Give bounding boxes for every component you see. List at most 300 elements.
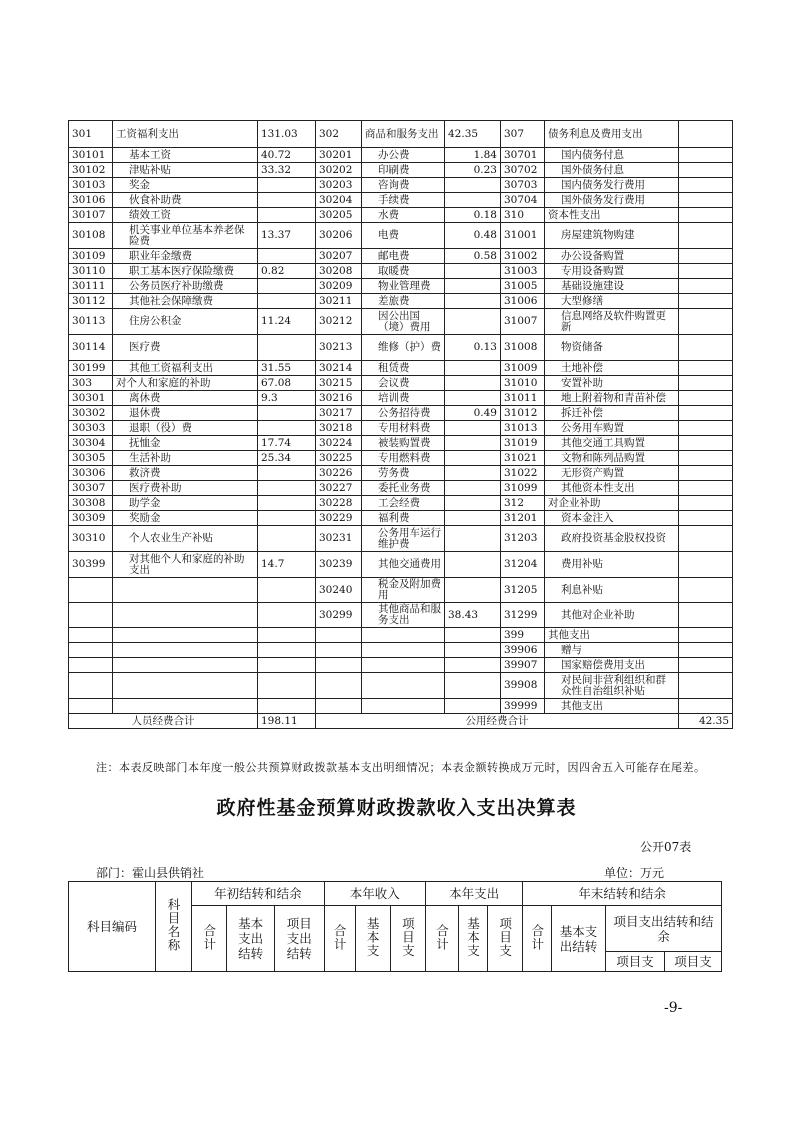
header-year-income: 本年收入 bbox=[324, 882, 425, 906]
department-label: 部门：霍山县供销社 bbox=[96, 866, 205, 880]
amount-cell: 0.18 bbox=[445, 208, 501, 223]
code-cell bbox=[69, 643, 113, 658]
amount-cell bbox=[445, 361, 501, 376]
header-year-expense: 本年支出 bbox=[425, 882, 522, 906]
amount-cell bbox=[679, 148, 733, 163]
item-name-cell: 对企业补助 bbox=[545, 496, 679, 511]
amount-cell bbox=[679, 643, 733, 658]
item-name-cell: 国外债务付息 bbox=[545, 163, 679, 178]
amount-cell bbox=[679, 208, 733, 223]
item-name-cell: 个人农业生产补贴 bbox=[113, 526, 258, 552]
item-name-cell: 物业管理费 bbox=[362, 279, 445, 294]
item-name-cell: 住房公积金 bbox=[113, 309, 258, 335]
item-name-cell: 对其他个人和家庭的补助支出 bbox=[113, 552, 258, 578]
amount-cell bbox=[679, 436, 733, 451]
amount-cell bbox=[679, 223, 733, 249]
amount-cell: 0.82 bbox=[258, 264, 316, 279]
amount-cell bbox=[445, 496, 501, 511]
item-name-cell: 其他对企业补助 bbox=[545, 603, 679, 628]
amount-cell bbox=[679, 406, 733, 421]
code-cell: 301 bbox=[69, 121, 113, 148]
code-cell: 39907 bbox=[501, 658, 545, 673]
code-cell: 30226 bbox=[316, 466, 362, 481]
item-name-cell: 地上附着物和青苗补偿 bbox=[545, 391, 679, 406]
header-begin-balance: 年初结转和结余 bbox=[192, 882, 324, 906]
table-row bbox=[69, 361, 733, 376]
code-cell: 30202 bbox=[316, 163, 362, 178]
item-name-cell: 奖励金 bbox=[113, 511, 258, 526]
amount-cell bbox=[679, 264, 733, 279]
table-row bbox=[69, 309, 733, 335]
code-cell: 31009 bbox=[501, 361, 545, 376]
code-cell: 31021 bbox=[501, 451, 545, 466]
code-cell: 31299 bbox=[501, 603, 545, 628]
item-name-cell: 印刷费 bbox=[362, 163, 445, 178]
item-name-cell: 因公出国（境）费用 bbox=[362, 309, 445, 335]
code-cell: 30310 bbox=[69, 526, 113, 552]
amount-cell bbox=[679, 526, 733, 552]
header-end-total: 合计 bbox=[523, 906, 552, 972]
item-name-cell bbox=[113, 603, 258, 628]
item-name-cell: 大型修缮 bbox=[545, 294, 679, 309]
amount-cell bbox=[445, 699, 501, 714]
item-name-cell: 退休费 bbox=[113, 406, 258, 421]
item-name-cell: 其他资本性支出 bbox=[545, 481, 679, 496]
amount-cell bbox=[258, 578, 316, 603]
code-cell: 312 bbox=[501, 496, 545, 511]
amount-cell: 17.74 bbox=[258, 436, 316, 451]
code-cell: 30113 bbox=[69, 309, 113, 335]
amount-cell bbox=[679, 279, 733, 294]
code-cell: 30102 bbox=[69, 163, 113, 178]
amount-cell bbox=[679, 673, 733, 699]
personnel-total-label: 人员经费合计 bbox=[69, 714, 258, 729]
item-name-cell: 会议费 bbox=[362, 376, 445, 391]
amount-cell bbox=[258, 279, 316, 294]
code-cell: 30204 bbox=[316, 193, 362, 208]
amount-cell bbox=[258, 628, 316, 643]
item-name-cell: 租赁费 bbox=[362, 361, 445, 376]
amount-cell bbox=[258, 466, 316, 481]
code-cell: 30229 bbox=[316, 511, 362, 526]
code-cell: 30308 bbox=[69, 496, 113, 511]
unit-label: 单位：万元 bbox=[604, 866, 665, 880]
item-name-cell: 其他支出 bbox=[545, 628, 679, 643]
item-name-cell: 债务利息及费用支出 bbox=[545, 121, 679, 148]
item-name-cell: 机关事业单位基本养老保险费 bbox=[113, 223, 258, 249]
amount-cell bbox=[679, 699, 733, 714]
code-cell: 30203 bbox=[316, 178, 362, 193]
code-cell: 30114 bbox=[69, 335, 113, 361]
item-name-cell: 职业年金缴费 bbox=[113, 249, 258, 264]
item-name-cell: 国内债务付息 bbox=[545, 148, 679, 163]
code-cell: 39908 bbox=[501, 673, 545, 699]
code-cell bbox=[69, 673, 113, 699]
amount-cell bbox=[679, 496, 733, 511]
amount-cell bbox=[445, 658, 501, 673]
code-cell: 30701 bbox=[501, 148, 545, 163]
item-name-cell: 救济费 bbox=[113, 466, 258, 481]
amount-cell bbox=[258, 643, 316, 658]
amount-cell: 11.24 bbox=[258, 309, 316, 335]
item-name-cell: 利息补贴 bbox=[545, 578, 679, 603]
amount-cell bbox=[445, 673, 501, 699]
item-name-cell: 电费 bbox=[362, 223, 445, 249]
table-row bbox=[69, 552, 733, 578]
header-expense-total: 合计 bbox=[425, 906, 458, 972]
item-name-cell: 咨询费 bbox=[362, 178, 445, 193]
header-expense-project: 项目支 bbox=[488, 906, 523, 972]
amount-cell bbox=[445, 391, 501, 406]
table-row bbox=[69, 208, 733, 223]
item-name-cell bbox=[362, 643, 445, 658]
item-name-cell: 福利费 bbox=[362, 511, 445, 526]
code-cell: 30109 bbox=[69, 249, 113, 264]
code-cell: 30208 bbox=[316, 264, 362, 279]
item-name-cell: 土地补偿 bbox=[545, 361, 679, 376]
code-cell bbox=[316, 643, 362, 658]
item-name-cell: 文物和陈列品购置 bbox=[545, 451, 679, 466]
code-cell: 30399 bbox=[69, 552, 113, 578]
amount-cell bbox=[679, 421, 733, 436]
amount-cell bbox=[258, 208, 316, 223]
code-cell: 30110 bbox=[69, 264, 113, 279]
amount-cell bbox=[679, 466, 733, 481]
item-name-cell: 无形资产购置 bbox=[545, 466, 679, 481]
item-name-cell: 抚恤金 bbox=[113, 436, 258, 451]
header-end-project: 项目支出结转和结余 bbox=[605, 906, 721, 952]
amount-cell bbox=[445, 178, 501, 193]
item-name-cell: 其他支出 bbox=[545, 699, 679, 714]
amount-cell: 67.08 bbox=[258, 376, 316, 391]
code-cell: 31019 bbox=[501, 436, 545, 451]
code-cell: 302 bbox=[316, 121, 362, 148]
item-name-cell: 公务用车运行维护费 bbox=[362, 526, 445, 552]
table-row bbox=[69, 603, 733, 628]
code-cell: 31203 bbox=[501, 526, 545, 552]
item-name-cell: 对个人和家庭的补助 bbox=[113, 376, 258, 391]
amount-cell bbox=[679, 193, 733, 208]
code-cell: 30704 bbox=[501, 193, 545, 208]
amount-cell: 0.13 bbox=[445, 335, 501, 361]
item-name-cell: 安置补助 bbox=[545, 376, 679, 391]
table-row bbox=[69, 178, 733, 193]
item-name-cell: 被装购置费 bbox=[362, 436, 445, 451]
code-cell bbox=[316, 628, 362, 643]
amount-cell bbox=[258, 294, 316, 309]
amount-cell bbox=[258, 699, 316, 714]
table-row bbox=[69, 148, 733, 163]
code-cell: 399 bbox=[501, 628, 545, 643]
header-end-balance: 年末结转和结余 bbox=[523, 882, 722, 906]
table-row bbox=[69, 451, 733, 466]
amount-cell bbox=[445, 451, 501, 466]
amount-cell bbox=[445, 628, 501, 643]
header-subject-name: 科目名称 bbox=[155, 882, 191, 972]
code-cell: 30112 bbox=[69, 294, 113, 309]
page-number: -9- bbox=[664, 1000, 683, 1016]
amount-cell bbox=[679, 376, 733, 391]
table-row bbox=[69, 628, 733, 643]
table-row bbox=[69, 406, 733, 421]
amount-cell bbox=[258, 481, 316, 496]
amount-cell: 9.3 bbox=[258, 391, 316, 406]
amount-cell bbox=[258, 193, 316, 208]
item-name-cell: 税金及附加费用 bbox=[362, 578, 445, 603]
amount-cell bbox=[679, 391, 733, 406]
table-row bbox=[69, 335, 733, 361]
item-name-cell: 奖金 bbox=[113, 178, 258, 193]
amount-cell bbox=[445, 511, 501, 526]
code-cell: 30103 bbox=[69, 178, 113, 193]
amount-cell bbox=[258, 178, 316, 193]
code-cell: 31012 bbox=[501, 406, 545, 421]
amount-cell: 14.7 bbox=[258, 552, 316, 578]
code-cell: 31007 bbox=[501, 309, 545, 335]
item-name-cell: 邮电费 bbox=[362, 249, 445, 264]
code-cell: 30306 bbox=[69, 466, 113, 481]
amount-cell bbox=[258, 335, 316, 361]
amount-cell bbox=[258, 526, 316, 552]
code-cell: 30217 bbox=[316, 406, 362, 421]
table-row bbox=[69, 163, 733, 178]
code-cell: 31001 bbox=[501, 223, 545, 249]
header-subject-code: 科目编码 bbox=[69, 882, 156, 972]
table-row bbox=[69, 279, 733, 294]
item-name-cell: 费用补贴 bbox=[545, 552, 679, 578]
table-row bbox=[69, 466, 733, 481]
table-row bbox=[69, 658, 733, 673]
item-name-cell: 工会经费 bbox=[362, 496, 445, 511]
table-row bbox=[69, 496, 733, 511]
code-cell: 30218 bbox=[316, 421, 362, 436]
table-row bbox=[69, 578, 733, 603]
totals-row bbox=[69, 714, 733, 729]
code-cell: 30216 bbox=[316, 391, 362, 406]
code-cell: 31201 bbox=[501, 511, 545, 526]
table-row bbox=[69, 511, 733, 526]
code-cell: 30231 bbox=[316, 526, 362, 552]
amount-cell bbox=[679, 658, 733, 673]
code-cell: 39999 bbox=[501, 699, 545, 714]
amount-cell bbox=[258, 406, 316, 421]
item-name-cell: 商品和服务支出 bbox=[362, 121, 445, 148]
item-name-cell: 工资福利支出 bbox=[113, 121, 258, 148]
code-cell: 31003 bbox=[501, 264, 545, 279]
item-name-cell: 资本金注入 bbox=[545, 511, 679, 526]
header-end-project-sub-1: 项目支 bbox=[605, 952, 664, 972]
code-cell: 31013 bbox=[501, 421, 545, 436]
item-name-cell: 办公设备购置 bbox=[545, 249, 679, 264]
item-name-cell bbox=[113, 578, 258, 603]
code-cell: 30302 bbox=[69, 406, 113, 421]
table-row bbox=[69, 391, 733, 406]
item-name-cell: 维修（护）费 bbox=[362, 335, 445, 361]
header-income-project: 项目支 bbox=[390, 906, 425, 972]
amount-cell bbox=[679, 578, 733, 603]
table-row bbox=[69, 699, 733, 714]
item-name-cell: 其他交通工具购置 bbox=[545, 436, 679, 451]
item-name-cell: 委托业务费 bbox=[362, 481, 445, 496]
header-begin-basic: 基本支出结转 bbox=[227, 906, 275, 972]
item-name-cell: 办公费 bbox=[362, 148, 445, 163]
header-income-basic: 基本支 bbox=[355, 906, 390, 972]
code-cell: 30213 bbox=[316, 335, 362, 361]
code-cell: 30215 bbox=[316, 376, 362, 391]
amount-cell bbox=[679, 361, 733, 376]
header-end-project-sub-2: 项目支 bbox=[664, 952, 721, 972]
code-cell: 31011 bbox=[501, 391, 545, 406]
code-cell: 30304 bbox=[69, 436, 113, 451]
code-cell: 31006 bbox=[501, 294, 545, 309]
code-cell: 30209 bbox=[316, 279, 362, 294]
header-expense-basic: 基本支 bbox=[459, 906, 488, 972]
item-name-cell: 公务招待费 bbox=[362, 406, 445, 421]
amount-cell: 0.58 bbox=[445, 249, 501, 264]
amount-cell: 42.35 bbox=[445, 121, 501, 148]
table-row bbox=[69, 643, 733, 658]
amount-cell bbox=[258, 249, 316, 264]
amount-cell bbox=[679, 603, 733, 628]
code-cell: 30201 bbox=[316, 148, 362, 163]
code-cell: 31008 bbox=[501, 335, 545, 361]
code-cell bbox=[316, 699, 362, 714]
amount-cell: 33.32 bbox=[258, 163, 316, 178]
item-name-cell: 国家赔偿费用支出 bbox=[545, 658, 679, 673]
item-name-cell: 差旅费 bbox=[362, 294, 445, 309]
code-cell: 30301 bbox=[69, 391, 113, 406]
code-cell bbox=[69, 578, 113, 603]
item-name-cell: 培训费 bbox=[362, 391, 445, 406]
amount-cell bbox=[445, 466, 501, 481]
item-name-cell: 专用燃料费 bbox=[362, 451, 445, 466]
table-row bbox=[69, 376, 733, 391]
item-name-cell: 赠与 bbox=[545, 643, 679, 658]
amount-cell bbox=[445, 279, 501, 294]
amount-cell bbox=[679, 511, 733, 526]
fund-budget-table bbox=[68, 881, 722, 972]
code-cell: 31099 bbox=[501, 481, 545, 496]
item-name-cell: 助学金 bbox=[113, 496, 258, 511]
item-name-cell: 绩效工资 bbox=[113, 208, 258, 223]
table-row bbox=[69, 121, 733, 148]
code-cell bbox=[69, 699, 113, 714]
code-cell: 30106 bbox=[69, 193, 113, 208]
amount-cell bbox=[445, 264, 501, 279]
item-name-cell: 离休费 bbox=[113, 391, 258, 406]
amount-cell bbox=[445, 481, 501, 496]
amount-cell bbox=[258, 511, 316, 526]
code-cell: 30107 bbox=[69, 208, 113, 223]
item-name-cell: 物资储备 bbox=[545, 335, 679, 361]
item-name-cell: 房屋建筑物购建 bbox=[545, 223, 679, 249]
item-name-cell: 职工基本医疗保险缴费 bbox=[113, 264, 258, 279]
amount-cell: 131.03 bbox=[258, 121, 316, 148]
amount-cell: 0.48 bbox=[445, 223, 501, 249]
amount-cell bbox=[258, 673, 316, 699]
code-cell: 30206 bbox=[316, 223, 362, 249]
code-cell: 30199 bbox=[69, 361, 113, 376]
amount-cell bbox=[679, 249, 733, 264]
amount-cell bbox=[679, 121, 733, 148]
item-name-cell: 拆迁补偿 bbox=[545, 406, 679, 421]
amount-cell bbox=[679, 628, 733, 643]
public-total-label: 公用经费合计 bbox=[316, 714, 679, 729]
header-income-total: 合计 bbox=[324, 906, 355, 972]
item-name-cell: 医疗费补助 bbox=[113, 481, 258, 496]
item-name-cell: 其他社会保障缴费 bbox=[113, 294, 258, 309]
amount-cell bbox=[445, 526, 501, 552]
table-row bbox=[69, 421, 733, 436]
amount-cell bbox=[445, 436, 501, 451]
item-name-cell bbox=[113, 658, 258, 673]
item-name-cell: 其他商品和服务支出 bbox=[362, 603, 445, 628]
code-cell bbox=[316, 658, 362, 673]
table-row bbox=[69, 481, 733, 496]
amount-cell bbox=[679, 552, 733, 578]
code-cell: 31022 bbox=[501, 466, 545, 481]
item-name-cell: 公务员医疗补助缴费 bbox=[113, 279, 258, 294]
item-name-cell bbox=[362, 699, 445, 714]
code-cell: 30205 bbox=[316, 208, 362, 223]
table-note: 注：本表反映部门本年度一般公共预算财政拨款基本支出明细情况；本表金额转换成万元时，因四舍五入可能存在尾差。 bbox=[96, 761, 706, 774]
code-cell: 30225 bbox=[316, 451, 362, 466]
item-name-cell bbox=[362, 628, 445, 643]
amount-cell: 38.43 bbox=[445, 603, 501, 628]
amount-cell: 31.55 bbox=[258, 361, 316, 376]
code-cell bbox=[69, 628, 113, 643]
code-cell: 30108 bbox=[69, 223, 113, 249]
code-cell: 310 bbox=[501, 208, 545, 223]
item-name-cell: 其他工资福利支出 bbox=[113, 361, 258, 376]
table-row bbox=[69, 526, 733, 552]
amount-cell: 0.23 bbox=[445, 163, 501, 178]
item-name-cell bbox=[113, 628, 258, 643]
amount-cell bbox=[679, 481, 733, 496]
item-name-cell: 信息网络及软件购置更新 bbox=[545, 309, 679, 335]
amount-cell bbox=[445, 643, 501, 658]
code-cell: 31204 bbox=[501, 552, 545, 578]
amount-cell bbox=[679, 451, 733, 466]
code-cell: 30111 bbox=[69, 279, 113, 294]
amount-cell bbox=[258, 421, 316, 436]
item-name-cell: 劳务费 bbox=[362, 466, 445, 481]
code-cell: 30305 bbox=[69, 451, 113, 466]
item-name-cell: 伙食补助费 bbox=[113, 193, 258, 208]
code-cell: 30239 bbox=[316, 552, 362, 578]
amount-cell bbox=[258, 603, 316, 628]
code-cell: 303 bbox=[69, 376, 113, 391]
item-name-cell: 其他交通费用 bbox=[362, 552, 445, 578]
fund-table-title: 政府性基金预算财政拨款收入支出决算表 bbox=[216, 797, 577, 819]
table-row bbox=[69, 264, 733, 279]
amount-cell bbox=[679, 335, 733, 361]
item-name-cell: 津贴补贴 bbox=[113, 163, 258, 178]
item-name-cell bbox=[362, 658, 445, 673]
item-name-cell: 政府投资基金股权投资 bbox=[545, 526, 679, 552]
item-name-cell: 水费 bbox=[362, 208, 445, 223]
item-name-cell: 国外债务发行费用 bbox=[545, 193, 679, 208]
amount-cell: 40.72 bbox=[258, 148, 316, 163]
header-end-basic: 基本支出结转 bbox=[552, 906, 606, 972]
item-name-cell bbox=[113, 699, 258, 714]
code-cell: 30228 bbox=[316, 496, 362, 511]
code-cell: 31005 bbox=[501, 279, 545, 294]
amount-cell bbox=[445, 552, 501, 578]
code-cell bbox=[69, 603, 113, 628]
item-name-cell: 生活补助 bbox=[113, 451, 258, 466]
amount-cell bbox=[679, 309, 733, 335]
